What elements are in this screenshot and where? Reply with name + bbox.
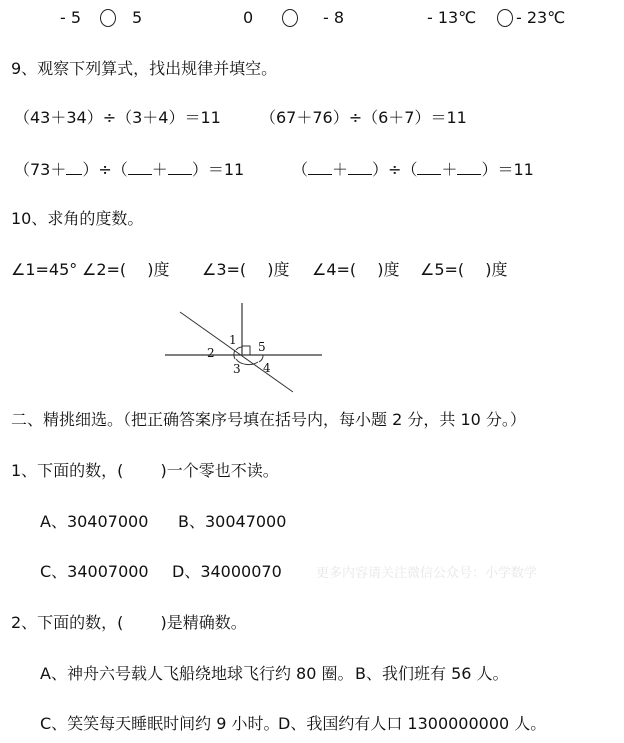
diagram-label-3: 3 bbox=[233, 362, 241, 376]
angle-1: ∠1=45° bbox=[11, 260, 78, 279]
compare-left-1: - 5 bbox=[60, 8, 82, 27]
angle-2: ∠2=( )度 bbox=[82, 260, 170, 279]
section-2-title: 二、精挑细选。（把正确答案序号填在括号内，每小题 2 分，共 10 分。） bbox=[11, 410, 526, 429]
compare-left-2: 0 bbox=[243, 8, 254, 27]
angle-4: ∠4=( )度 bbox=[312, 260, 400, 279]
s2-q1-title: 1、下面的数，( )一个零也不读。 bbox=[11, 461, 279, 480]
diagram-label-4: 4 bbox=[263, 361, 271, 375]
s2-q2-option-a[interactable]: A、神舟六号载人飞船绕地球飞行约 80 圈。 bbox=[40, 664, 354, 683]
angle-3: ∠3=( )度 bbox=[202, 260, 290, 279]
q9-fill2-plus1: ＋ bbox=[332, 160, 349, 179]
watermark-text: 更多内容请关注微信公众号：小学数学 bbox=[316, 566, 538, 581]
q9-equation-1: （43＋34）÷（3＋4）＝11 bbox=[14, 108, 221, 127]
compare-right-1: 5 bbox=[132, 8, 143, 27]
q9-fill2-plus2: ＋ bbox=[441, 160, 458, 179]
compare-left-3: - 13℃ bbox=[427, 8, 477, 27]
s2-q2-option-b[interactable]: B、我们班有 56 人。 bbox=[355, 664, 509, 683]
compare-right-3: - 23℃ bbox=[516, 8, 566, 27]
diagram-label-1: 1 bbox=[229, 333, 237, 347]
s2-q1-option-b[interactable]: B、30047000 bbox=[178, 512, 287, 531]
diagram-label-5: 5 bbox=[258, 340, 266, 354]
q9-fill1-open: （73＋ bbox=[14, 160, 67, 179]
angle-5: ∠5=( )度 bbox=[420, 260, 508, 279]
q9-fill2-close: ）＝11 bbox=[481, 160, 534, 179]
q10-title: 10、求角的度数。 bbox=[11, 209, 144, 228]
s2-q1-option-a[interactable]: A、30407000 bbox=[40, 512, 149, 531]
q9-fill1-mid: ）÷（ bbox=[82, 160, 128, 179]
s2-q2-title: 2、下面的数，( )是精确数。 bbox=[11, 613, 247, 632]
q9-equation-2: （67＋76）÷（6＋7）＝11 bbox=[260, 108, 467, 127]
compare-right-2: - 8 bbox=[323, 8, 345, 27]
q9-fill1-close: ）＝11 bbox=[191, 160, 245, 179]
q9-title: 9、观察下列算式，找出规律并填空。 bbox=[11, 59, 278, 78]
s2-q2-option-d[interactable]: D、我国约有人口 1300000000 人。 bbox=[278, 714, 547, 733]
s2-q2-option-c[interactable]: C、笑笑每天睡眠时间约 9 小时。 bbox=[40, 714, 280, 733]
q9-fill2-mid: ）÷（ bbox=[372, 160, 418, 179]
s2-q1-option-c[interactable]: C、34007000 bbox=[40, 562, 149, 581]
q9-fill2-open: （ bbox=[292, 160, 309, 179]
q9-fill1-plus: ＋ bbox=[151, 160, 168, 179]
s2-q1-option-d[interactable]: D、34000070 bbox=[172, 562, 282, 581]
diagram-label-2: 2 bbox=[207, 346, 215, 360]
